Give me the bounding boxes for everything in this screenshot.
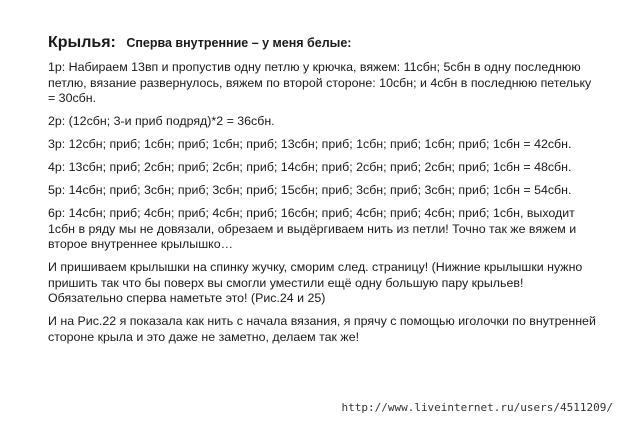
paragraph-row-6: 6р: 14сбн; приб; 4сбн; приб; 4сбн; приб; 16сбн; приб; 4сбн; приб; 4сбн; приб; 1сбн, выходит 1сбн в ряду мы не довязали, обрезаем и выдёргиваем нить из петли! Точно так же вяжем и второе внутреннее крылышко… <box>48 206 577 251</box>
paragraph-row-1: 1р: Набираем 13вп и пропустив одну петлю у крючка, вяжем: 11сбн; 5сбн в одну последнюю петлю, вязание развернулось, вяжем по второй стороне: 10сбн; и 4сбн в последнюю петельку = 30сбн. <box>48 60 592 105</box>
paragraph-row-5: 5р: 14сбн; приб; 3сбн; приб; 3сбн; приб; 15сбн; приб; 3сбн; приб; 3сбн; приб; 1сбн = 54сбн. <box>48 183 572 197</box>
section-heading <box>48 34 351 52</box>
watermark-url: http://www.liveinternet.ru/users/4511209/ <box>341 401 613 414</box>
heading-title: Крылья: <box>48 34 116 51</box>
paragraph-row-2: 2р: (12сбн; 3-и приб подряд)*2 = 36сбн. <box>48 114 275 128</box>
paragraph-row-4: 4р: 13сбн; приб; 2сбн; приб; 2сбн; приб; 14сбн; приб; 2сбн; приб; 2сбн; приб; 1сбн = 48сбн. <box>48 160 572 174</box>
instructions-body <box>48 60 600 353</box>
paragraph-row-3: 3р: 12сбн; приб; 1сбн; приб; 1сбн; приб; 13сбн; приб; 1сбн; приб; 1сбн; приб; 1сбн = 42сбн. <box>48 137 572 151</box>
paragraph-sewing-note: И пришиваем крылышки на спинку жучку, сморим след. страницу! (Нижние крылышки нужно пришить так что бы поверх вы смогли уместили ещё одну большую пару крыльев! Обязательно сперва наметьте это! (Рис.24 и 25) <box>48 260 583 305</box>
paragraph-hiding-thread: И на Рис.22 я показала как нить с начала вязания, я прячу с помощью иголочки по внутренней стороне крыла и это даже не заметно, делаем так же! <box>48 314 596 344</box>
heading-subtitle: Сперва внутренние – у меня белые: <box>126 36 352 50</box>
